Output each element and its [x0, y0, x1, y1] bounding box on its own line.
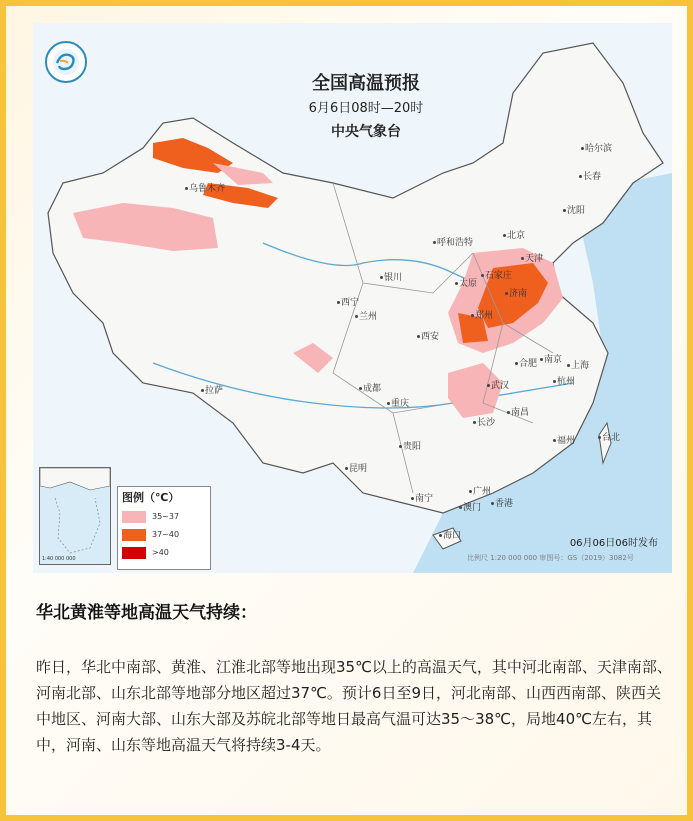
city-label: 贵阳 [399, 439, 421, 452]
map-organization: 中央气象台 [331, 124, 401, 140]
city-label: 上海 [567, 358, 589, 371]
map-title: 全国高温预报 [312, 73, 420, 94]
city-label: 武汉 [487, 378, 509, 391]
city-label: 南昌 [507, 405, 529, 418]
legend-label: 37~40 [152, 530, 180, 539]
cma-logo [45, 41, 87, 83]
city-label: 南宁 [411, 491, 433, 504]
map-subtitle: 6月6日08时—20时 [308, 101, 424, 116]
legend-swatch [122, 529, 146, 541]
city-label: 银川 [380, 270, 402, 283]
forecast-map [33, 23, 672, 573]
city-label: 济南 [505, 286, 527, 299]
map-legend [117, 486, 211, 570]
city-label: 兰州 [355, 309, 377, 322]
city-label: 台北 [598, 430, 620, 443]
city-label: 哈尔滨 [581, 141, 612, 154]
city-label: 呼和浩特 [433, 235, 473, 248]
city-label: 合肥 [515, 356, 537, 369]
city-label: 广州 [469, 484, 491, 497]
legend-label: 35~37 [152, 512, 180, 521]
city-label: 郑州 [471, 308, 493, 321]
city-label: 长沙 [473, 415, 495, 428]
article-headline: 华北黄淮等地高温天气持续： [36, 603, 257, 623]
city-label: 长春 [579, 169, 601, 182]
city-label: 天津 [521, 251, 543, 264]
legend-swatch [122, 511, 146, 523]
south-china-sea-inset [39, 467, 111, 565]
scale-note: 比例尺 1:20 000 000 审图号：GS（2019）3082号 [467, 554, 634, 562]
city-label: 重庆 [387, 396, 409, 409]
legend-swatch [122, 547, 146, 559]
city-label: 香港 [491, 496, 513, 509]
city-label: 西宁 [337, 295, 359, 308]
city-label: 南京 [540, 352, 562, 365]
city-label: 沈阳 [563, 203, 585, 216]
legend-title: 图例（℃） [122, 491, 180, 504]
inset-caption: 1:40 000 000 [42, 556, 76, 562]
cma-logo-icon [51, 47, 81, 77]
city-label: 昆明 [345, 461, 367, 474]
city-label: 乌鲁木齐 [185, 181, 225, 194]
city-label: 西安 [417, 329, 439, 342]
city-label: 海口 [439, 528, 461, 541]
inset-map-shape [40, 468, 110, 564]
city-label: 杭州 [553, 374, 575, 387]
city-label: 成都 [359, 381, 381, 394]
city-label: 石家庄 [481, 268, 512, 281]
city-label: 澳门 [459, 500, 481, 513]
publish-time: 06月06日06时发布 [569, 538, 658, 549]
city-label: 拉萨 [201, 383, 223, 396]
city-label: 太原 [455, 276, 477, 289]
city-label: 北京 [503, 228, 525, 241]
legend-label: >40 [152, 548, 169, 557]
city-label: 福州 [553, 433, 575, 446]
article-body: 昨日，华北中南部、黄淮、江淮北部等地出现35℃以上的高温天气，其中河北南部、天津南部、河南北部、山东北部等地部分地区超过37℃。预计6日至9日，河北南部、山西西南部、陕西关中地区、河南大部、山东大部及苏皖北部等地日最高气温可达35～38℃，局地40℃左右，其中，河南、山东等地高温天气将持续3-4天。 [36, 658, 672, 754]
